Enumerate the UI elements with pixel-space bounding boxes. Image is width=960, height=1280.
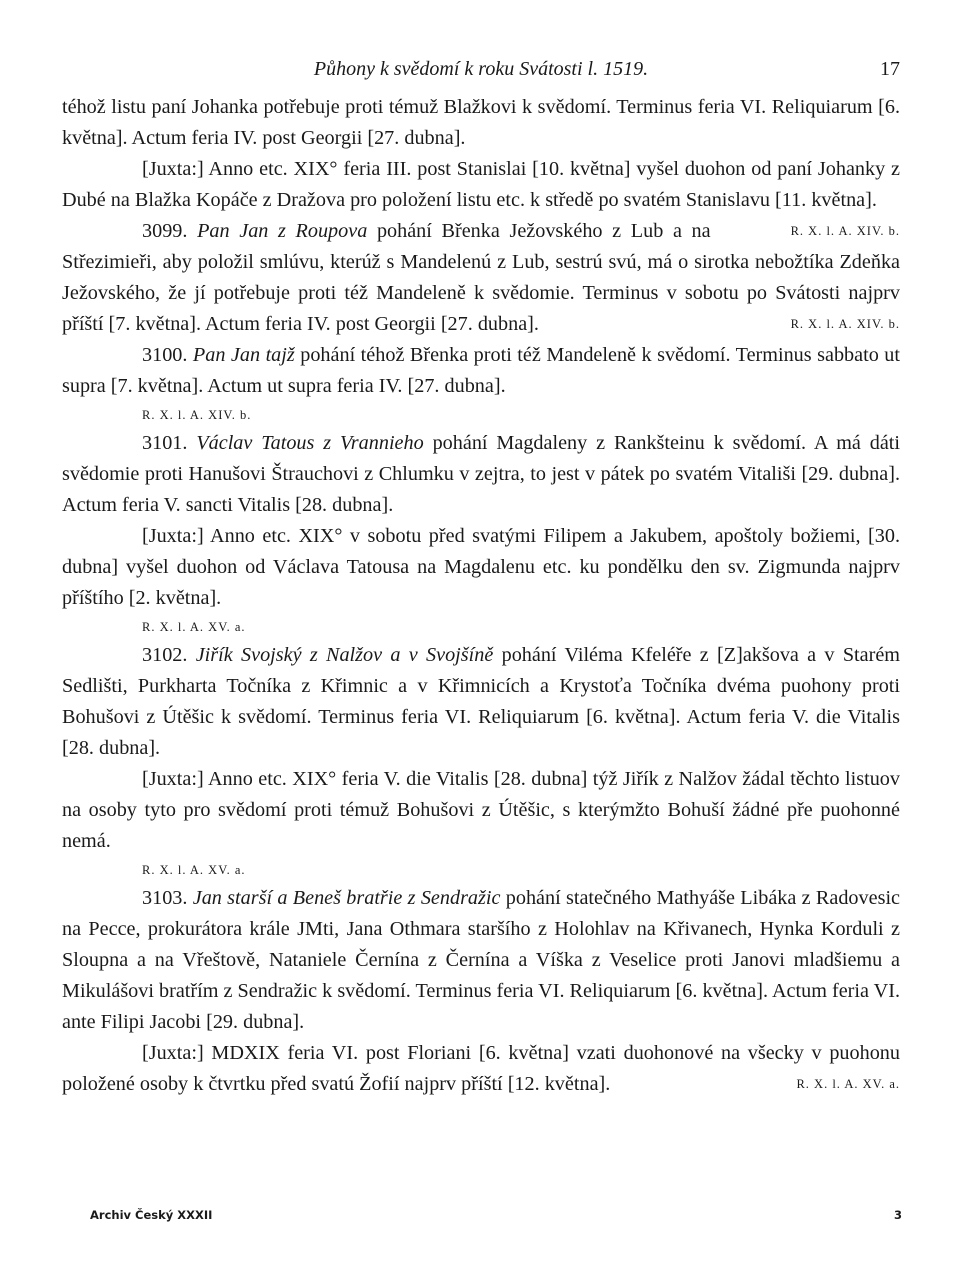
archive-signature: R. X. l. A. XIV. b. bbox=[790, 317, 900, 331]
entry-3101 bbox=[62, 428, 900, 521]
entry-number: 3100. bbox=[142, 344, 188, 366]
entry-name: Pan Jan z Roupova bbox=[197, 220, 368, 242]
entry-number: 3101. bbox=[142, 432, 188, 454]
juxta-text: [Juxta:] MDXIX feria VI. post Floriani [6. května] vzati duohonové na všecky v puohonu položené osoby k čtvrtku před svatú Žofií najprv příští [12. května]. bbox=[62, 1042, 900, 1095]
paragraph-juxta bbox=[62, 1038, 900, 1100]
paragraph-juxta: [Juxta:] Anno etc. XIX° feria V. die Vitalis [28. dubna] týž Jiřík z Nalžov žádal těchto listuov na osoby tyto pro svědomí proti témuž Bohušovi z Útěšic, s kterýmžto Bohuší žádné pře puohonné nemá. bbox=[62, 768, 900, 852]
archive-signature: R. X. l. A. XIV. b. bbox=[790, 224, 900, 238]
running-title: Půhony k svědomí k roku Svátosti l. 1519. bbox=[313, 58, 649, 80]
entry-text: pohání Viléma Kfeléře z [Z]akšova a v Starém Sedlišti, Purkharta Točníka z Křimnic a v Křimnicích a Krystoťa Točníka dvéma puohony proti Bohušovi z Útěšic k svědomí. Terminus feria VI. Reliquiarum [6. května]. Actum feria V. die Vitalis [28. dubna]. bbox=[62, 644, 900, 759]
page-footer bbox=[90, 1208, 902, 1228]
entry-3100 bbox=[62, 340, 900, 402]
entry-number: 3102. bbox=[142, 644, 188, 666]
page-number: 17 bbox=[880, 58, 900, 80]
body-text bbox=[62, 92, 900, 1100]
entry-number: 3099. bbox=[142, 220, 188, 242]
footer-publication: Archiv Český XXXII bbox=[90, 1208, 213, 1222]
entry-text: pohání Magdaleny z Rankšteinu k svědomí. A má dáti svědomie proti Hanušovi Štrauchovi z Chlumku v zejtra, to jest v pátek po svatém Vitališi [29. dubna]. Actum feria V. sancti Vitalis [28. dubna]. bbox=[62, 432, 901, 516]
entry-name: Pan Jan tajž bbox=[192, 344, 295, 366]
page-header bbox=[62, 58, 900, 92]
entry-3103 bbox=[62, 883, 900, 1038]
entry-name: Václav Tatous z Vrannieho bbox=[196, 432, 424, 454]
entry-text: pohání téhož Břenka proti též Mandeleně k svědomí. Terminus sabbato ut supra [7. května]. Actum ut supra feria IV. [27. dubna]. bbox=[62, 344, 900, 397]
footer-signature-number: 3 bbox=[893, 1208, 902, 1222]
juxta-text: [Juxta:] Anno etc. XIX° feria III. post Stanislai [10. května] vyšel duohon od paní Johanky z Dubé na Blažka Kopáče z Dražova pro položení listu etc. k středě po svatém Stanislavu [11. května]. bbox=[62, 158, 900, 211]
paragraph-continuation: téhož listu paní Johanka potřebuje proti témuž Blažkovi k svědomí. Terminus feria VI. Reliquiarum [6. května]. Actum feria IV. post Georgii [27. dubna]. bbox=[62, 96, 900, 149]
entry-text: pohání Břenka Ježovského z Lub a na Střezimieři, aby položil smlúvu, kterúž s Mandelenú z Lub, sestrú svú, má o sirotka nebožtíka Zdeňka Ježovského, že jí potřebuje proti též Mandeleně k svědomie. Terminus v sobotu po Svátosti najprv příští [7. května]. Actum feria IV. post Georgii [27. dubna]. bbox=[62, 220, 900, 335]
entry-text: pohání statečného Mathyáše Libáka z Radovesic na Pecce, prokurátora krále JMti, Jana Othmara staršího z Holohlav na Křivanech, Hynka Korduli z Sloupna a na Vřeštově, Nataniele Černína z Černína a Víška z Veselice proti Janovi mladšiemu a Mikulášovi bratřím z Sendražic k svědomí. Terminus feria VI. Reliquiarum [6. května]. Actum feria VI. ante Filipi Jacobi [29. dubna]. bbox=[62, 887, 901, 1033]
entry-name: Jiřík Svojský z Nalžov a v Svojšíně bbox=[195, 644, 494, 666]
entry-name: Jan starší a Beneš bratřie z Sendražic bbox=[192, 887, 501, 909]
archive-signature: R. X. l. A. XV. a. bbox=[142, 620, 246, 634]
archive-signature: R. X. l. A. XIV. b. bbox=[142, 408, 252, 422]
entry-3102 bbox=[62, 640, 900, 764]
entry-number: 3103. bbox=[142, 887, 188, 909]
paragraph-juxta: [Juxta:] Anno etc. XIX° v sobotu před svatými Filipem a Jakubem, apoštoly božiemi, [30. dubna] vyšel duohon od Václava Tatousa na Magdalenu etc. ku pondělku den sv. Zigmunda najprv příštího [2. května]. bbox=[62, 525, 900, 609]
archive-signature: R. X. l. A. XV. a. bbox=[142, 863, 246, 877]
page bbox=[62, 58, 900, 1100]
archive-signature: R. X. l. A. XV. a. bbox=[796, 1077, 900, 1091]
